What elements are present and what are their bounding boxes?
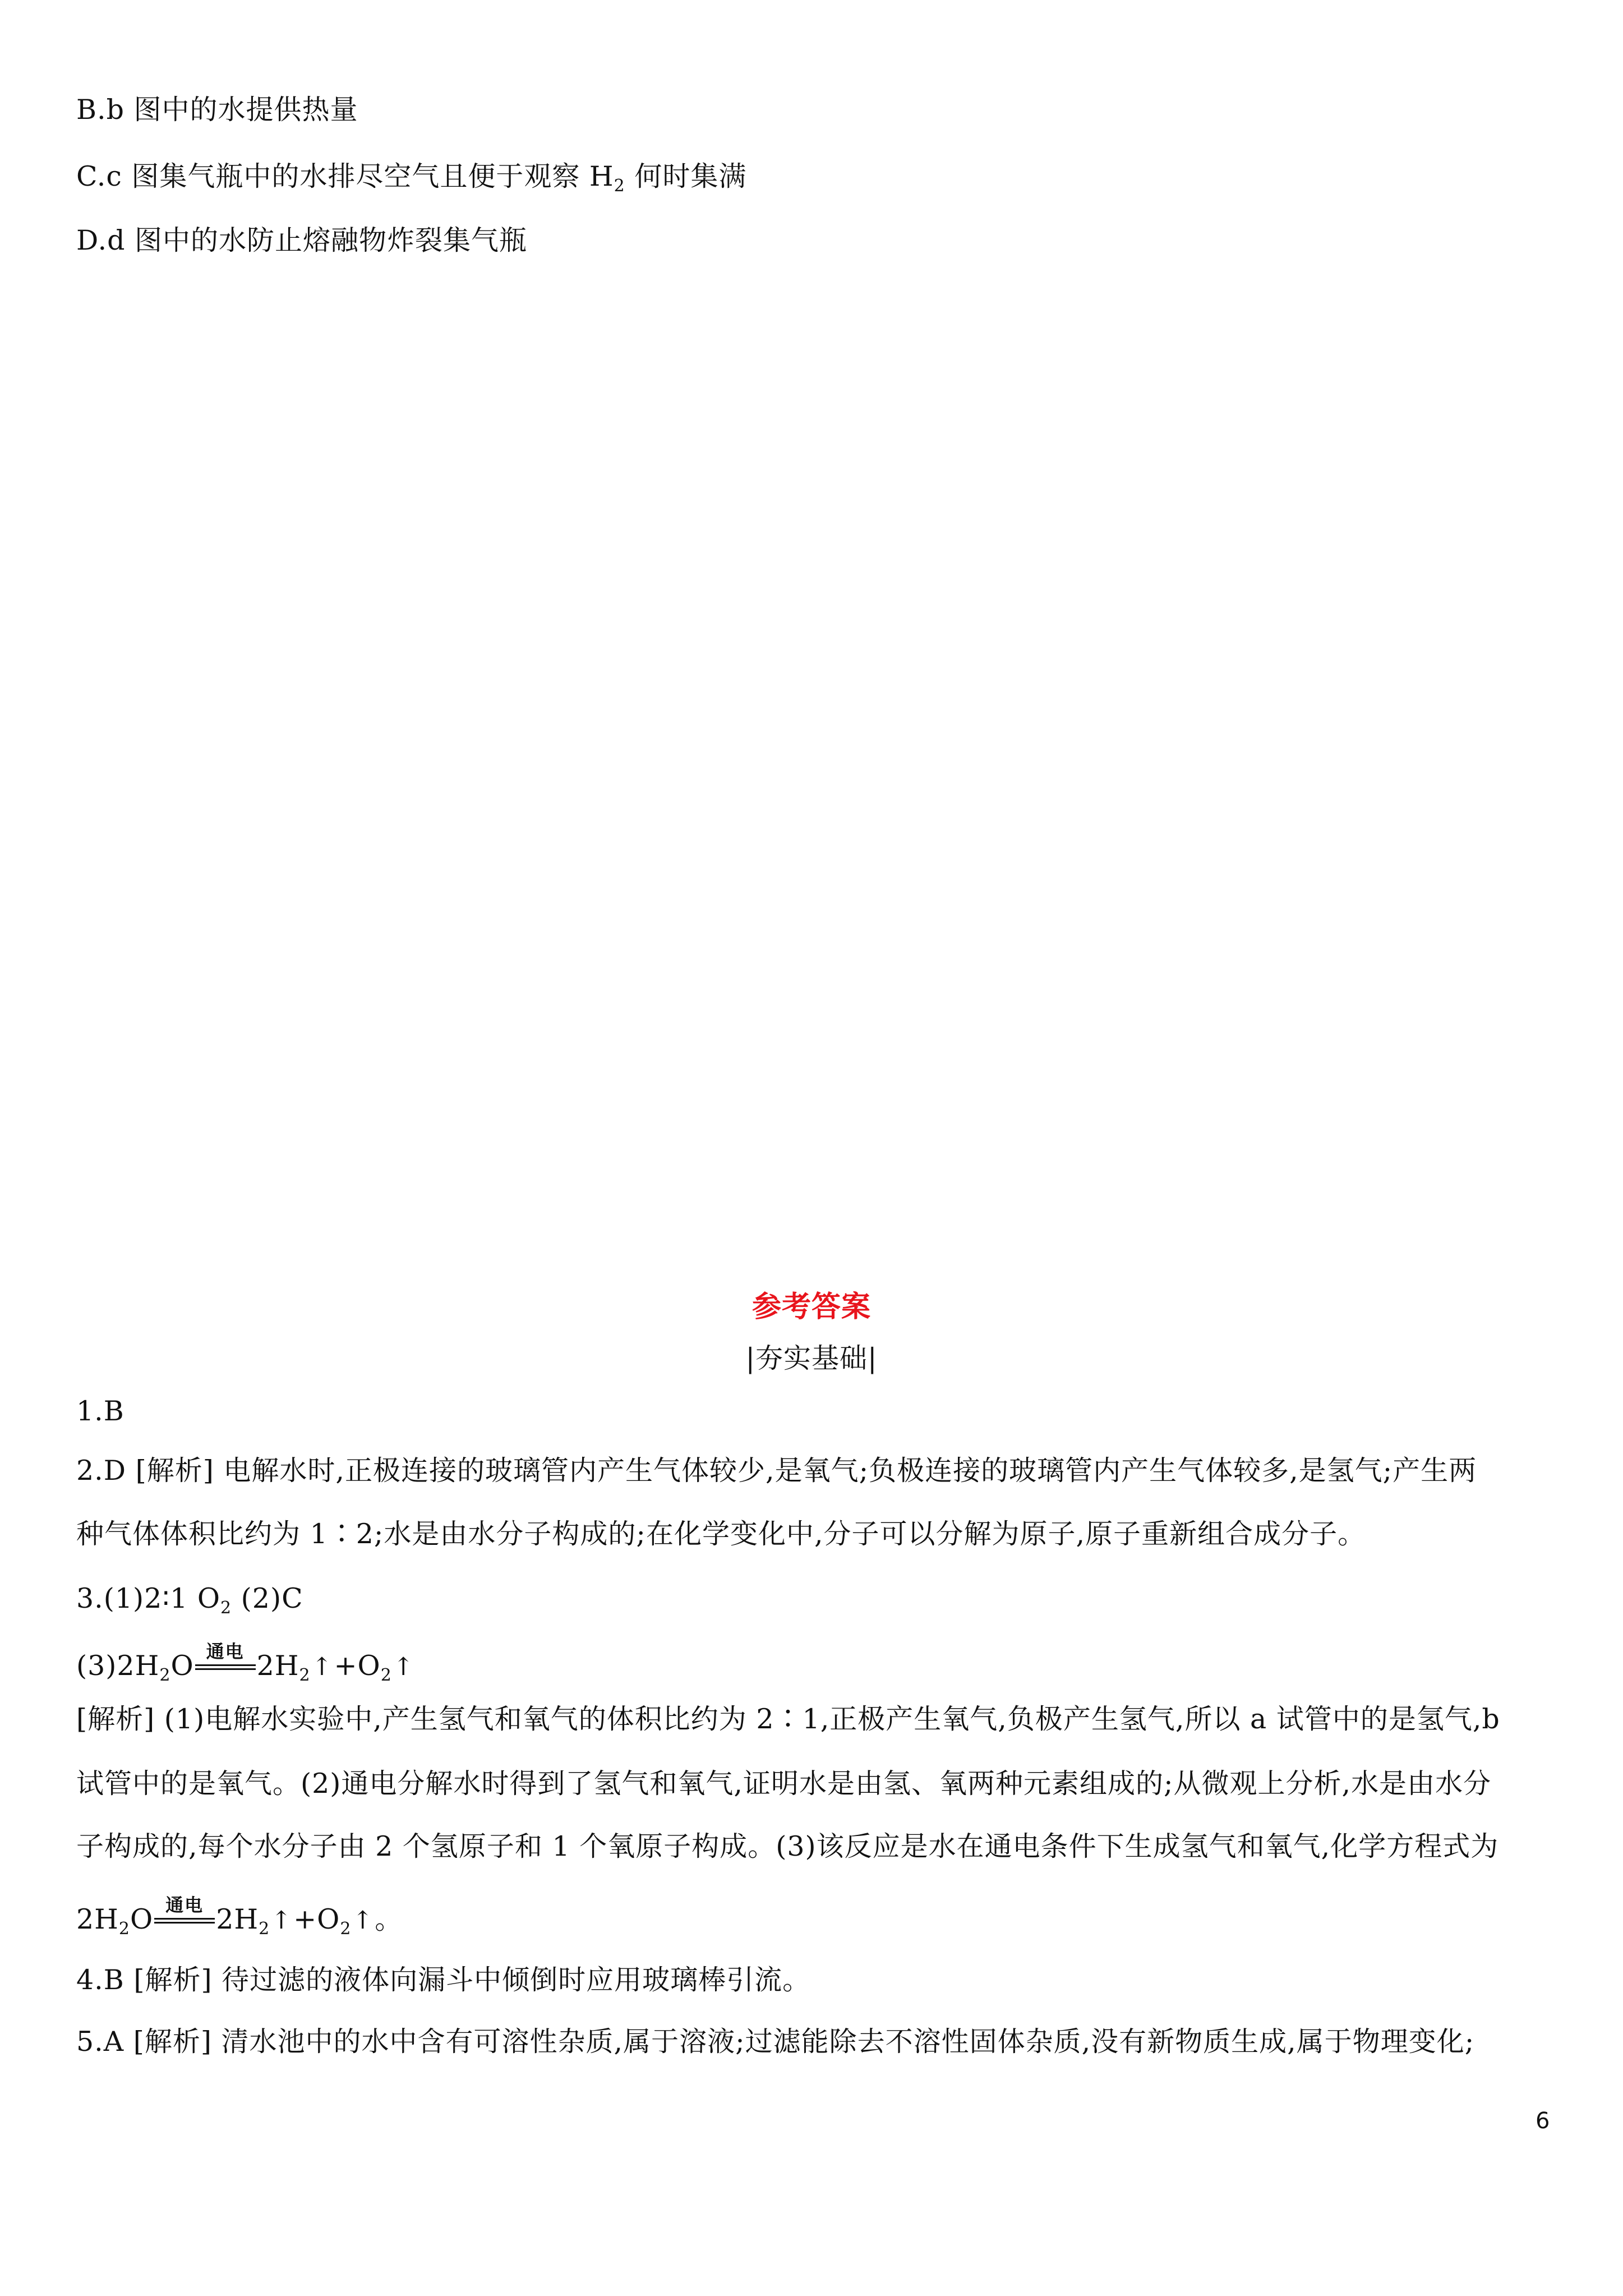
equals-bar [154,1918,215,1920]
option-c-subscript: 2 [614,176,625,196]
answer-4: 4.B [解析] 待过滤的液体向漏斗中倾倒时应用玻璃棒引流。 [76,1964,811,1996]
section-heading: |夯实基础| [745,1342,878,1374]
answer-1: 1.B [76,1395,125,1427]
equation-prefix: (3) [76,1650,117,1682]
option-b: B.b 图中的水提供热量 [76,94,358,126]
equals-bar [195,1664,256,1666]
eq-product-2: +O [334,1650,381,1682]
equation-line-1 [76,1641,416,1692]
eq-product-1: 2H [256,1650,299,1682]
eq-product-1: 2H [216,1903,259,1935]
eq-product-2-sub: 2 [340,1919,352,1939]
eq-product-1-sub: 2 [259,1919,270,1939]
eq-end: 。 [375,1903,403,1935]
answer-3-text-end: (2)C [232,1582,303,1614]
answer-2-line-1: 2.D [解析] 电解水时,正极连接的玻璃管内产生气体较少,是氧气;负极连接的玻璃管内产生气体较多,是氢气;产生两 [76,1455,1477,1487]
gas-arrow-icon: ↑ [352,1906,374,1935]
reaction-condition [195,1641,256,1683]
answer-3-explanation-3: 子构成的,每个水分子由 2 个氢原子和 1 个氧原子构成。(3)该反应是水在通电条件下生成氢气和氧气,化学方程式为 [76,1830,1499,1862]
gas-arrow-icon: ↑ [311,1653,333,1681]
option-c-text-end: 何时集满 [625,160,747,192]
reaction-condition [154,1894,215,1936]
option-c-text: C.c 图集气瓶中的水排尽空气且便于观察 H [76,160,614,192]
equals-bar [195,1668,256,1670]
eq-product-2-sub: 2 [380,1665,392,1685]
answer-3-subscript: 2 [220,1598,232,1618]
eq-product-1-sub: 2 [299,1665,311,1685]
equals-bar [154,1922,215,1924]
eq-lhs-sub: 2 [159,1665,171,1685]
answer-3-text: 3.(1)2∶1 O [76,1582,221,1614]
answer-2-line-2: 种气体体积比约为 1∶2;水是由水分子构成的;在化学变化中,分子可以分解为原子,原子重新组合成分子。 [76,1518,1366,1550]
answers-title: 参考答案 [751,1290,871,1324]
gas-arrow-icon: ↑ [393,1653,414,1681]
option-c [76,160,746,203]
eq-lhs-sub: 2 [118,1919,131,1939]
eq-lhs-o: O [130,1903,154,1935]
page-number: 6 [1536,2108,1550,2134]
answer-5: 5.A [解析] 清水池中的水中含有可溶性杂质,属于溶液;过滤能除去不溶性固体杂质,没有新物质生成,属于物理变化; [76,2026,1475,2058]
option-d: D.d 图中的水防止熔融物炸裂集气瓶 [76,224,528,256]
condition-label: 通电 [206,1641,245,1662]
eq-lhs: 2H [117,1650,160,1682]
eq-product-2: +O [293,1903,340,1935]
answer-3-explanation-2: 试管中的是氧气。(2)通电分解水时得到了氢气和氧气,证明水是由氢、氧两种元素组成的;从微观上分析,水是由水分 [76,1768,1492,1800]
condition-label: 通电 [165,1894,204,1916]
answer-3-explanation-1: [解析] (1)电解水实验中,产生氢气和氧气的体积比约为 2∶1,正极产生氧气,负极产生氢气,所以 a 试管中的是氢气,b [76,1703,1500,1735]
equation-line-2 [76,1894,403,1946]
answer-3-line-1 [76,1582,303,1625]
eq-lhs: 2H [76,1903,119,1935]
gas-arrow-icon: ↑ [271,1906,293,1935]
eq-lhs-o: O [170,1650,194,1682]
